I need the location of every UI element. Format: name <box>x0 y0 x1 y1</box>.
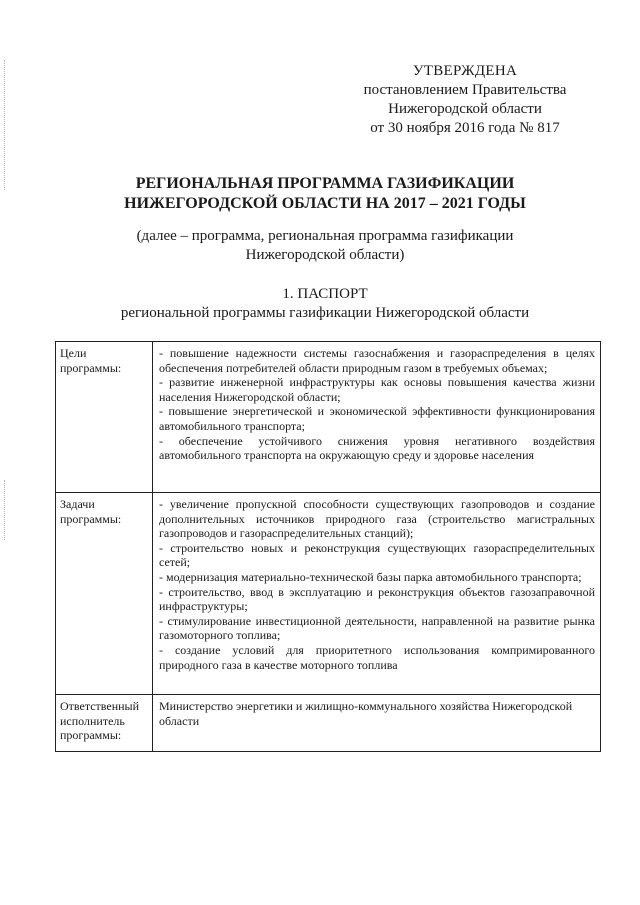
passport-table <box>55 341 601 752</box>
list-item: - увеличение пропускной способности существующих газопроводов и создание дополнительных источников природного газа (строительство магистральных газопроводов и газораспределительных станций); <box>159 497 595 541</box>
approval-title: УТВЕРЖДЕНА <box>412 63 518 79</box>
document-title-line: РЕГИОНАЛЬНАЯ ПРОГРАММА ГАЗИФИКАЦИИ <box>135 175 515 192</box>
document-subtitle <box>40 227 610 265</box>
list-item: - повышение энергетической и экономической эффективности функционирования автомобильного транспорта; <box>159 404 595 433</box>
approval-date: от 30 ноября 2016 года № 817 <box>370 120 560 136</box>
approval-stamp <box>330 62 600 138</box>
list-item: - стимулирование инвестиционной деятельности, направленной на развитие рынка газомоторного топлива; <box>159 613 595 643</box>
executor-content: Министерство энергетики и жилищно-коммунального хозяйства Нижегородской области <box>153 695 601 752</box>
list-item: - развитие инженерной инфраструктуры как основы повышения качества жизни населения Нижегородской области; <box>159 375 595 404</box>
executor-label: Ответственный исполнитель программы: <box>56 695 153 752</box>
goals-label: Цели программы: <box>56 342 153 493</box>
scan-edge-mark <box>4 60 6 190</box>
list-item: - повышение надежности системы газоснабжения и газораспределения в целях обеспечения потребителей области природным газом в требуемых объемах; <box>159 346 595 375</box>
approval-line: постановлением Правительства <box>363 82 567 98</box>
document-title-line: НИЖЕГОРОДСКОЙ ОБЛАСТИ НА 2017 – 2021 ГОДЫ <box>124 195 526 212</box>
list-item: - строительство новых и реконструкция существующих газораспределительных сетей; <box>159 540 595 570</box>
section-subtitle: региональной программы газификации Нижегородской области <box>120 305 530 321</box>
tasks-label: Задачи программы: <box>56 493 153 695</box>
document-subtitle-line: (далее – программа, региональная программа газификации <box>136 228 514 244</box>
approval-line: Нижегородской области <box>388 101 542 117</box>
document-subtitle-line: Нижегородской области) <box>245 247 405 263</box>
document-title <box>40 174 610 214</box>
list-item: - обеспечение устойчивого снижения уровня негативного воздействия автомобильного транспорта на окружающую среду и здоровье населения <box>159 433 595 463</box>
table-row <box>56 342 601 493</box>
goals-content <box>153 342 601 493</box>
section-heading <box>40 285 610 323</box>
list-item: - модернизация материально-технической базы парка автомобильного транспорта; <box>159 569 582 584</box>
list-item: - строительство, ввод в эксплуатацию и реконструкция объектов газозаправочной инфраструктуры; <box>159 584 595 614</box>
section-title: 1. ПАСПОРТ <box>282 286 368 302</box>
table-row <box>56 493 601 695</box>
scan-edge-mark <box>4 480 6 540</box>
table-row <box>56 695 601 752</box>
tasks-content <box>153 493 601 695</box>
list-item: - создание условий для приоритетного использования компримированного природного газа в качестве моторного топлива <box>159 642 595 672</box>
